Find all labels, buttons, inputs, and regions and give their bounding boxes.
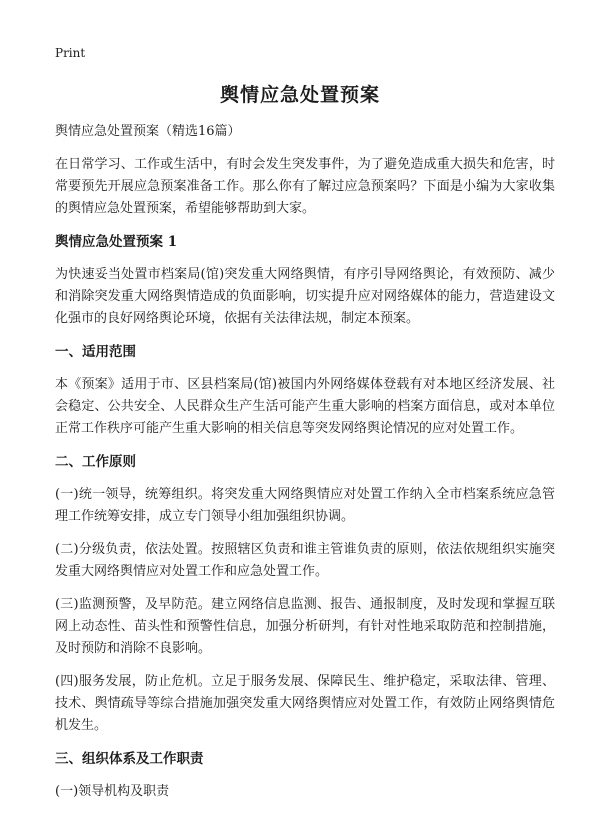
principle-item: (四)服务发展，防止危机。立足于服务发展、保障民生、维护稳定，采取法律、管理、技术、舆情疏导等综合措施加强突发重大网络舆情应对处置工作，有效防止网络舆情危机发生。 [55,674,555,733]
print-link[interactable]: Print [55,46,86,60]
article-paragraph: 为快速妥当处置市档案局(馆)突发重大网络舆情，有序引导网络舆论，有效预防、减少和消除突发重大网络舆情造成的负面影响，切实提升应对网络媒体的能力，营造建设文化强市的良好网络舆论环境，依据有关法律法规，制定本预案。 [55,267,555,326]
section-heading-principles: 二、工作原则 [55,454,136,470]
principle-item: (三)监测预警，及早防范。建立网络信息监测、报告、通报制度，及时发现和掌握互联网上动态性、苗头性和预警性信息，加强分析研判，有针对性地采取防范和控制措施，及时预防和消除不良影响。 [55,597,555,656]
intro-paragraph: 在日常学习、工作或生活中，有时会发生突发事件，为了避免造成重大损失和危害，时常要预先开展应急预案准备工作。那么你有了解过应急预案吗？下面是小编为大家收集的舆情应急处置预案，希望能够帮助到大家。 [55,157,555,216]
principle-item: (二)分级负责，依法处置。按照辖区负责和谁主管谁负责的原则，依法依规组织实施突发重大网络舆情应对处置工作和应急处置工作。 [55,542,555,579]
page-title: 舆情应急处置预案 [219,84,380,106]
principle-item: (一)统一领导，统筹组织。将突发重大网络舆情应对处置工作纳入全市档案系统应急管理工作统筹安排，成立专门领导小组加强组织协调。 [55,487,555,524]
section-heading-organization: 三、组织体系及工作职责 [55,751,204,767]
scope-paragraph: 本《预案》适用于市、区县档案局(馆)被国内外网络媒体登载有对本地区经济发展、社会稳定、公共安全、人民群众生产生活可能产生重大影响的档案方面信息，或对本单位正常工作秩序可能产生重大影响的相关信息等突发网络舆论情况的应对处置工作。 [55,377,555,436]
article-heading: 舆情应急处置预案 1 [55,234,178,250]
organization-sub-item: (一)领导机构及职责 [55,784,170,799]
document-subtitle: 舆情应急处置预案（精选16篇） [55,124,241,139]
section-heading-scope: 一、适用范围 [55,344,136,360]
document-body [55,121,555,814]
